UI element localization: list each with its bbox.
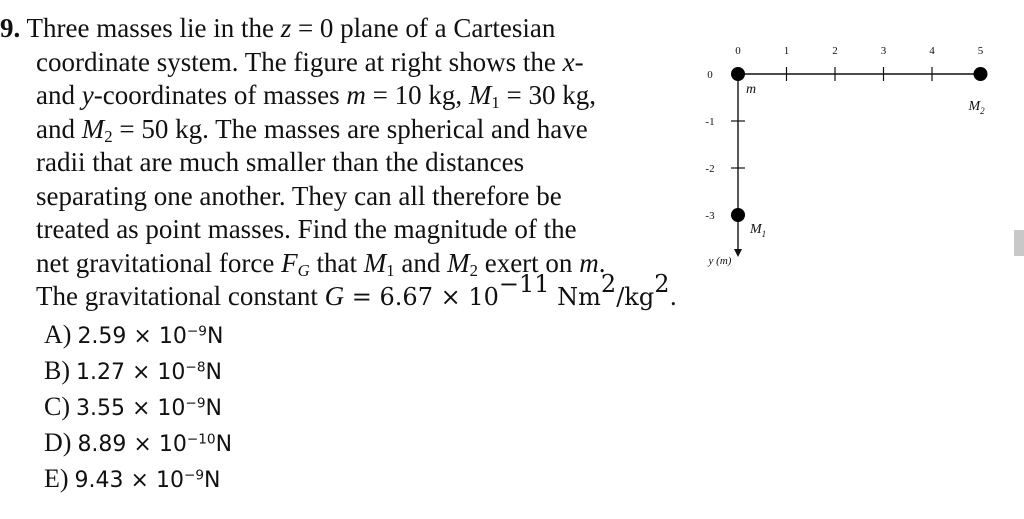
choice-e[interactable]: E) $9.43 \times 10^{-9}N$ bbox=[44, 464, 221, 493]
y-axis-arrow bbox=[734, 249, 742, 257]
y-axis-label: y (m) bbox=[708, 255, 732, 267]
mass-label-1: $M_1$ bbox=[750, 222, 767, 239]
answer-choices bbox=[44, 318, 232, 498]
question-line-1: 9. Three masses lie in the z = 0 plane of a Cartesian bbox=[0, 13, 556, 43]
scrollbar-thumb[interactable] bbox=[1014, 230, 1024, 256]
y-tick-label: -2 bbox=[705, 163, 715, 175]
choice-d[interactable]: D) $8.89 \times 10^{-10}N$ bbox=[44, 428, 233, 457]
question-line-4: and $M_2 = 50$ kg. The masses are spherical and have bbox=[36, 113, 588, 146]
question-line-7: treated as point masses. Find the magnitude of the bbox=[36, 214, 577, 244]
y-tick-label: -1 bbox=[705, 116, 715, 128]
mass-label-2: $M_2$ bbox=[968, 99, 985, 116]
coordinate-figure bbox=[690, 30, 1010, 280]
x-tick-label: 5 bbox=[977, 45, 984, 57]
question-line-6: separating one another. They can all therefore be bbox=[36, 180, 562, 211]
choice-b[interactable]: B) $1.27 \times 10^{-8}N$ bbox=[44, 356, 222, 385]
mass-label-0: m bbox=[746, 82, 757, 97]
question-line-2: coordinate system. The figure at right shows the x- bbox=[36, 46, 584, 77]
y-tick-label: 0 bbox=[707, 69, 713, 81]
x-tick-label: 2 bbox=[832, 45, 838, 57]
question-line-9: The gravitational constant $G = 6.67 \times 10^{-11}$ $Nm^2/kg^2$. bbox=[36, 269, 678, 311]
x-tick-label: 4 bbox=[929, 45, 935, 57]
y-tick-label: -3 bbox=[705, 210, 715, 222]
question-line-5: radii that are much smaller than the distances bbox=[36, 147, 525, 177]
question-line-8: net gravitational force $F_G$ that $M_1$ and $M_2$ exert on m. bbox=[36, 247, 606, 280]
question-number: 9. bbox=[0, 13, 21, 43]
mass-point-2 bbox=[974, 67, 988, 81]
mass-point-0 bbox=[731, 67, 745, 81]
mass-point-1 bbox=[731, 208, 745, 222]
question-text bbox=[0, 12, 700, 315]
x-tick-label: 3 bbox=[880, 45, 887, 57]
x-tick-label: 0 bbox=[735, 45, 741, 57]
question-line-3: and y-coordinates of masses m = 10 kg, $M_1 = 30$ kg, bbox=[36, 80, 596, 113]
choice-a[interactable]: A) $2.59 \times 10^{-9}N$ bbox=[44, 320, 224, 349]
choice-c[interactable]: C) $3.55 \times 10^{-9}N$ bbox=[44, 392, 222, 421]
x-tick-label: 1 bbox=[783, 45, 790, 57]
